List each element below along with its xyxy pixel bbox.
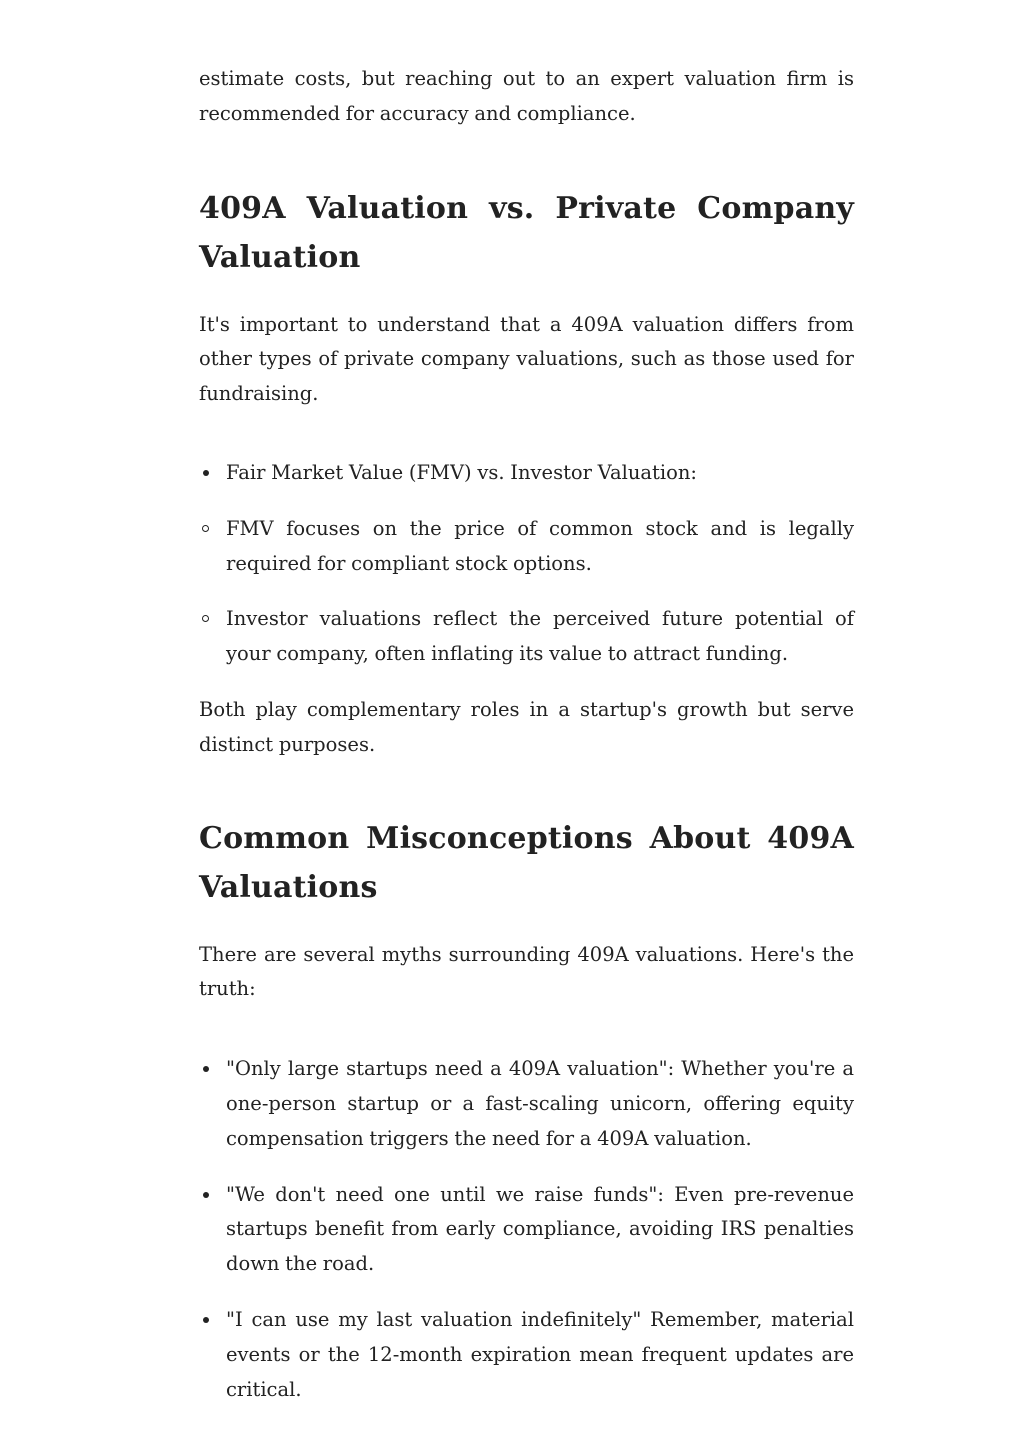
intro-paragraph: estimate costs, but reaching out to an expert valuation firm is recommended for accuracy and compliance. [199, 67, 854, 125]
section-paragraph: There are several myths surrounding 409A valuations. Here's the truth: [199, 942, 854, 1001]
section-paragraph: It's important to understand that a 409A valuation differs from other types of private company valuations, such as those used for fundraising. [199, 312, 854, 406]
list-item: "I can use my last valuation indefinitely" Remember, material events or the 12-month expiration mean frequent updates are critical. [199, 1303, 854, 1407]
list-item: "We don't need one until we raise funds": Even pre-revenue startups benefit from early compliance, avoiding IRS penalties down the road. [199, 1178, 854, 1282]
list-item: FMV focuses on the price of common stock and is legally required for compliant stock options. [199, 512, 854, 582]
section-heading-valuation-comparison: 409A Valuation vs. Private Company Valuation [199, 190, 854, 275]
list-item: Investor valuations reflect the perceived future potential of your company, often inflating its value to attract funding. [199, 602, 854, 672]
list-item: Fair Market Value (FMV) vs. Investor Valuation: [199, 456, 854, 491]
misconceptions-list [199, 1052, 854, 1407]
comparison-list [199, 456, 854, 672]
document-page [199, 62, 854, 1428]
list-item: "Only large startups need a 409A valuation": Whether you're a one-person startup or a fast-scaling unicorn, offering equity compensation triggers the need for a 409A valuation. [199, 1052, 854, 1156]
section-heading-misconceptions: Common Misconceptions About 409A Valuations [199, 820, 854, 905]
section-closing-paragraph: Both play complementary roles in a startup's growth but serve distinct purposes. [199, 697, 854, 756]
